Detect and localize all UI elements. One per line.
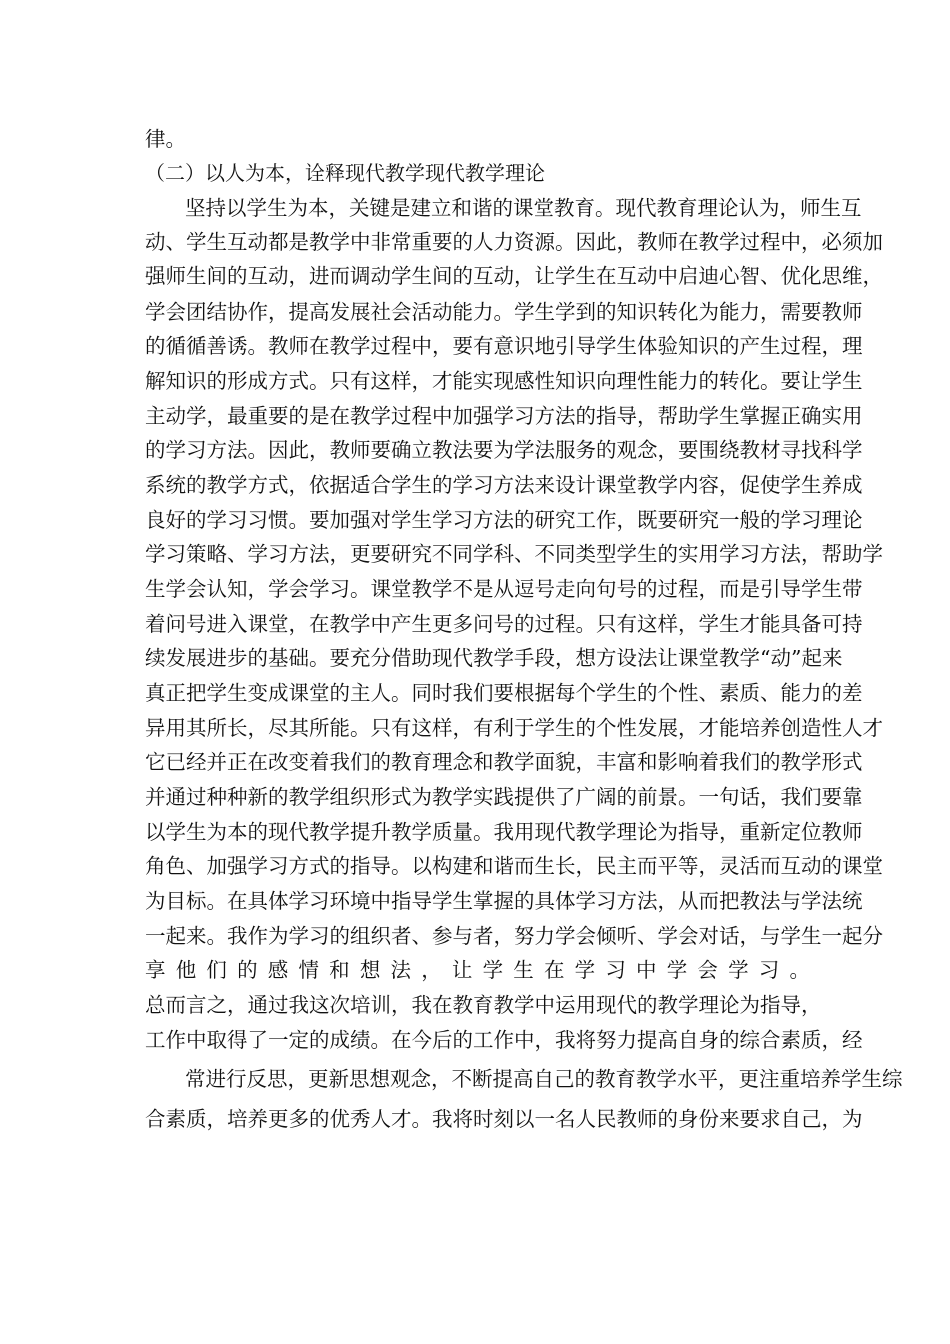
paragraph-line: 为目标。在具体学习环境中指导学生掌握的具体学习方法，从而把教法与学法统 <box>145 889 863 913</box>
paragraph-line: 良好的学习习惯。要加强对学生学习方法的研究工作，既要研究一般的学习理论 <box>145 508 863 532</box>
text-line: 律。 <box>145 127 186 151</box>
paragraph-line: 工作中取得了一定的成绩。在今后的工作中，我将努力提高自身的综合素质，经 <box>145 1028 863 1052</box>
paragraph-line: 解知识的形成方式。只有这样，才能实现感性知识向理性能力的转化。要让学生 <box>145 369 863 393</box>
paragraph-line: 强师生间的互动，进而调动学生间的互动，让学生在互动中启迪心智、优化思维， <box>145 264 883 288</box>
paragraph-line: 真正把学生变成课堂的主人。同时我们要根据每个学生的个性、素质、能力的差 <box>145 681 863 705</box>
paragraph-line: 合素质，培养更多的优秀人才。我将时刻以一名人民教师的身份来要求自己，为 <box>145 1107 863 1131</box>
paragraph-line: 并通过种种新的教学组织形式为教学实践提供了广阔的前景。一句话，我们要靠 <box>145 785 863 809</box>
paragraph-line: 享他们的感情和想法，让学生在学习中学会学习。 <box>145 958 810 982</box>
paragraph-line: 以学生为本的现代教学提升教学质量。我用现代教学理论为指导，重新定位教师 <box>145 820 863 844</box>
paragraph-line: 续发展进步的基础。要充分借助现代教学手段，想方设法让课堂教学“动”起来 <box>145 646 843 670</box>
paragraph-line: 总而言之，通过我这次培训，我在教育教学中运用现代的教学理论为指导， <box>145 993 822 1017</box>
paragraph-line: 学习策略、学习方法，更要研究不同学科、不同类型学生的实用学习方法，帮助学 <box>145 542 883 566</box>
paragraph-line: 异用其所长，尽其所能。只有这样，有利于学生的个性发展，才能培养创造性人才 <box>145 716 883 740</box>
document-page <box>145 0 903 1344</box>
paragraph-line <box>145 1180 810 1214</box>
paragraph-line: 常进行反思，更新思想观念，不断提高自己的教育教学水平，更注重培养学生综 <box>185 1067 903 1091</box>
paragraph-line: 角色、加强学习方式的指导。以构建和谐而生长，民主而平等，灵活而互动的课堂 <box>145 854 883 878</box>
paragraph-line: 坚持以学生为本，关键是建立和谐的课堂教育。现代教育理论认为，师生互 <box>185 196 862 220</box>
paragraph-line: 它已经并正在改变着我们的教育理念和教学面貌，丰富和影响着我们的教学形式 <box>145 750 863 774</box>
paragraph-line: 一起来。我作为学习的组织者、参与者，努力学会倾听、学会对话，与学生一起分 <box>145 924 883 948</box>
paragraph-line: 生学会认知，学会学习。课堂教学不是从逗号走向句号的过程，而是引导学生带 <box>145 577 863 601</box>
paragraph-line: 着问号进入课堂，在教学中产生更多问号的过程。只有这样，学生才能具备可持 <box>145 612 863 636</box>
paragraph-line: 系统的教学方式，依据适合学生的学习方法来设计课堂教学内容，促使学生养成 <box>145 473 863 497</box>
paragraph-line <box>145 1141 810 1175</box>
paragraph-line: 学会团结协作，提高发展社会活动能力。学生学到的知识转化为能力，需要教师 <box>145 300 863 324</box>
section-heading: （二）以人为本，诠释现代教学现代教学理论 <box>145 161 545 185</box>
paragraph-line: 的循循善诱。教师在教学过程中，要有意识地引导学生体验知识的产生过程，理 <box>145 334 863 358</box>
paragraph-line: 主动学，最重要的是在教学过程中加强学习方法的指导，帮助学生掌握正确实用 <box>145 404 863 428</box>
paragraph-line: 的学习方法。因此，教师要确立教法要为学法服务的观念，要围绕教材寻找科学 <box>145 438 863 462</box>
paragraph-line: 动、学生互动都是教学中非常重要的人力资源。因此，教师在教学过程中，必须加 <box>145 230 883 254</box>
